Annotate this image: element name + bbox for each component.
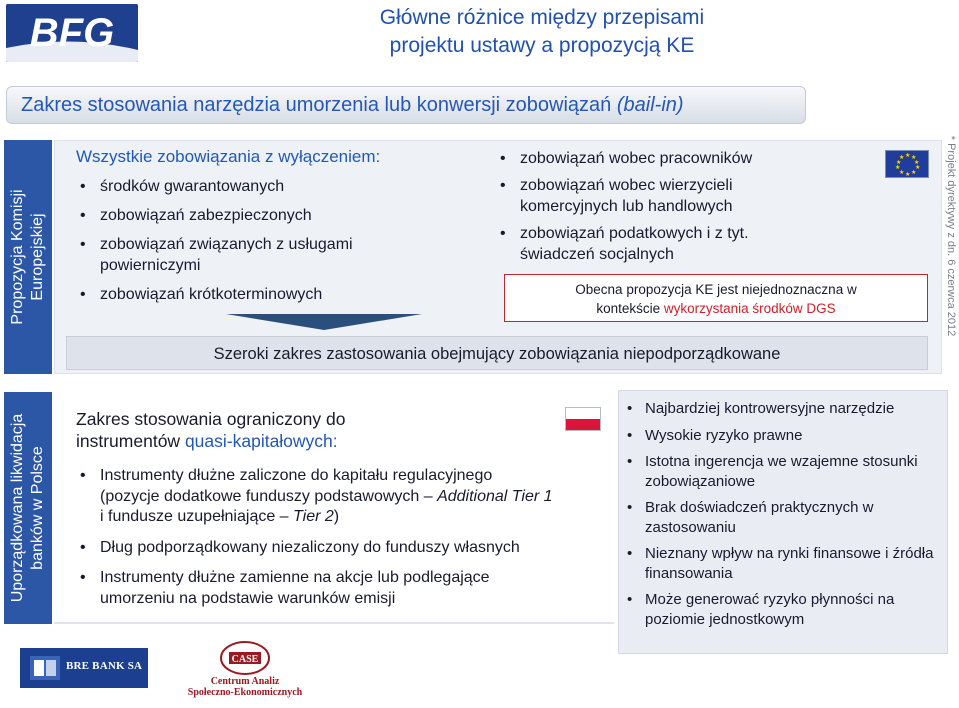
poland-scope (76, 408, 616, 619)
bre-emblem-icon (30, 656, 60, 680)
risks-panel (618, 390, 948, 654)
section1-label (4, 140, 52, 374)
logo-text: BFG (29, 11, 115, 55)
note-line-1: Obecna propozycja KE jest niejednoznaczna w (575, 282, 857, 297)
list-item: • środków gwarantowanych (76, 176, 456, 197)
case-emblem-text: CASE (231, 654, 259, 665)
item1-text-c: i fundusze uzupełniające – (100, 508, 294, 525)
item1-text-a: Instrumenty dłużne zaliczone do kapitału regulacyjnego (100, 467, 493, 484)
ribbon-text: Zakres stosowania narzędzia umorzenia lub konwersji zobowiązań (21, 94, 612, 116)
down-arrow-icon (226, 314, 422, 330)
excluded-heading (76, 146, 456, 168)
section-ribbon (6, 86, 806, 124)
case-logo (180, 640, 310, 706)
list-item: • Może generować ryzyko płynności na poziomie jednostkowym (625, 590, 939, 629)
dgs-note (504, 274, 928, 322)
excluded-heading-bold: Wszystkie zobowiązania (76, 147, 261, 166)
note-line-2: kontekście (596, 301, 664, 316)
eu-flag-icon: ★ ★ ★ ★ ★ ★ ★ ★ ★ ★ (885, 150, 929, 178)
list-item: • Instrumenty dłużne zamienne na akcje lub podlegające umorzeniu na podstawie warunków emisji (76, 568, 556, 609)
heading-line-1: Zakres stosowania ograniczony do (76, 409, 346, 429)
case-emblem-icon (215, 640, 275, 676)
section1-label-line1: Propozycja Komisji (9, 189, 26, 325)
case-line-1: Centrum Analiz (210, 676, 280, 687)
list-item: • Brak doświadczeń praktycznych w zastosowaniu (625, 498, 939, 537)
bre-bank-text: BRE BANK SA (66, 660, 143, 672)
list-item: • Dług podporządkowany niezaliczony do funduszy własnych (76, 538, 616, 559)
list-item: • Wysokie ryzyko prawne (625, 426, 939, 446)
list-item: • zobowiązań krótkoterminowych (76, 284, 456, 305)
case-line-2: Społeczno-Ekonomicznych (187, 687, 303, 698)
section2-label-line1: Uporządkowana likwidacja (9, 413, 26, 603)
list-item: • Nieznany wpływ na rynki finansowe i źródła finansowania (625, 544, 939, 583)
item1-text-end: ) (333, 508, 340, 525)
heading-line-2: instrumentów (76, 431, 185, 451)
heading-highlight: quasi-kapitałowych: (184, 431, 338, 451)
list-item: • zobowiązań wobec wierzycieli komercyjnych lub handlowych (496, 175, 816, 217)
list-item: • Istotna ingerencja we wzajemne stosunki zobowiązaniowe (625, 452, 939, 491)
ribbon-italic: (bail-in) (616, 94, 684, 116)
item1-italic-c: Tier 2 (293, 508, 334, 525)
item1-text-b: (pozycje dodatkowe funduszy podstawowych – (100, 487, 438, 505)
title-line-2: projektu ustawy a propozycją KE (389, 34, 695, 57)
section2-label-line2: banków w Polsce (29, 446, 46, 570)
section2-label (4, 392, 52, 624)
poland-flag-icon (565, 407, 601, 431)
list-item: • Najbardziej kontrowersyjne narzędzie (625, 399, 939, 419)
footnote-text: * Projekt dyrektywy z dn. 6 czerwca 2012 (945, 135, 957, 337)
poland-scope-heading (76, 408, 616, 452)
page-title (142, 4, 942, 64)
list-item (76, 466, 616, 528)
list-item: • zobowiązań związanych z usługami powierniczymi (76, 234, 456, 276)
excluded-list-continued (496, 148, 816, 271)
note-highlight: wykorzystania środków DGS (663, 301, 836, 316)
list-item: • zobowiązań wobec pracowników (496, 148, 816, 169)
list-item: • zobowiązań zabezpieczonych (76, 205, 456, 226)
title-line-1: Główne różnice między przepisami (379, 6, 705, 29)
bre-bank-logo (20, 648, 148, 688)
excluded-list (76, 146, 456, 313)
footnote (944, 136, 958, 336)
bfg-logo (6, 4, 138, 62)
excluded-heading-rest: z wyłączeniem: (260, 147, 381, 166)
item1-italic-b: Additional Tier 1 (437, 487, 553, 505)
list-item: • zobowiązań podatkowych i z tyt. świadczeń socjalnych (496, 223, 816, 265)
wide-scope-banner: Szeroki zakres zastosowania obejmujący zobowiązania niepodporządkowane (66, 336, 928, 370)
section1-label-line2: Europejskiej (29, 213, 46, 301)
